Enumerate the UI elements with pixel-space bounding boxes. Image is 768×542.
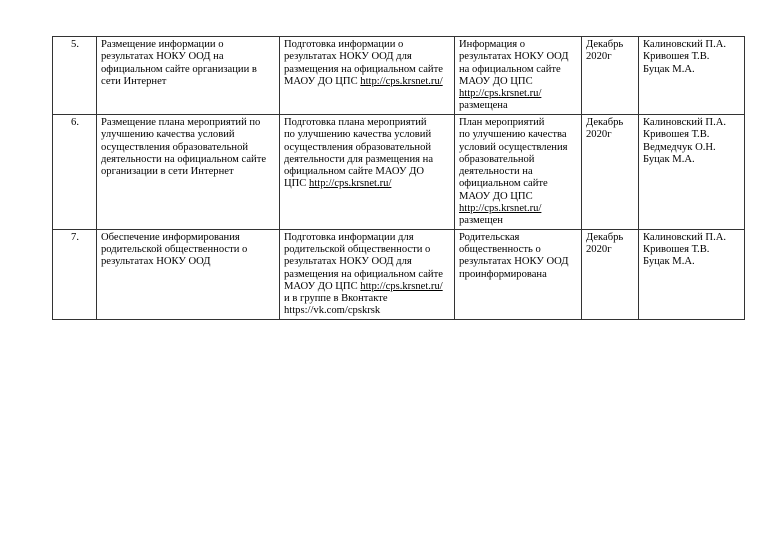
action-text: результатах НОКУ ООД для	[284, 51, 412, 63]
result-text: на официальном сайте	[459, 63, 561, 75]
term-text: 2020г	[586, 129, 612, 141]
row-number: 6.	[53, 115, 97, 230]
event-text: родительской общественности о	[101, 243, 248, 255]
action-text: размещения на официальном сайте	[284, 63, 443, 75]
action-text: Подготовка информации для	[284, 231, 414, 243]
responsible-name: Кривошея Т.В.	[643, 243, 710, 255]
action-link-prefix: ЦПС	[284, 178, 310, 190]
result-cell	[455, 37, 582, 115]
action-text: и в группе в Вконтакте	[284, 293, 388, 305]
action-text	[284, 281, 451, 293]
action-link-prefix: МАОУ ДО ЦПС	[284, 280, 361, 292]
result-text: Информация о	[459, 39, 526, 50]
result-text: размещена	[459, 100, 508, 112]
action-cell	[280, 229, 455, 319]
action-text: размещения на официальном сайте	[284, 268, 443, 280]
action-cell	[280, 37, 455, 115]
vk-link[interactable]: https://vk.com/cpskrsk	[284, 305, 381, 317]
result-text: общественность о	[459, 243, 541, 255]
table-row	[53, 37, 745, 115]
event-text: официальном сайте организации в	[101, 63, 257, 75]
event-text: Обеспечение информирования	[101, 231, 240, 243]
result-text: Родительская	[459, 231, 520, 243]
result-text: образовательной	[459, 153, 535, 165]
event-text: Размещение плана мероприятий по	[101, 117, 261, 128]
term-cell	[582, 229, 639, 319]
result-text: по улучшению качества	[459, 129, 567, 141]
action-text: родительской общественности о	[284, 243, 431, 255]
term-text: Декабрь	[586, 117, 624, 128]
responsible-cell	[639, 229, 745, 319]
action-cell	[280, 115, 455, 230]
term-text: 2020г	[586, 51, 612, 63]
event-text: организации в сети Интернет	[101, 166, 234, 178]
action-text: по улучшению качества условий	[284, 129, 432, 141]
term-text: Декабрь	[586, 231, 624, 243]
row-number: 5.	[53, 37, 97, 115]
result-text: условий осуществления	[459, 141, 568, 153]
event-text: сети Интернет	[101, 75, 167, 87]
responsible-name: Калиновский П.А.	[643, 231, 727, 243]
event-text: результатах НОКУ ООД	[101, 256, 211, 268]
event-cell	[97, 37, 280, 115]
result-text: проинформирована	[459, 268, 547, 280]
event-text: осуществления образовательной	[101, 141, 249, 153]
event-cell	[97, 115, 280, 230]
action-text: официальном сайте МАОУ ДО	[284, 166, 425, 178]
result-text: МАОУ ДО ЦПС	[459, 190, 533, 202]
event-text: Размещение информации о	[101, 39, 224, 50]
action-text: Подготовка плана мероприятий	[284, 117, 427, 128]
responsible-name: Калиновский П.А.	[643, 117, 727, 128]
website-link[interactable]: http://cps.krsnet.ru/	[360, 75, 443, 87]
responsible-name: Буцак М.А.	[643, 256, 695, 268]
responsible-name: Кривошея Т.В.	[643, 51, 710, 63]
term-text: 2020г	[586, 243, 612, 255]
website-link[interactable]: http://cps.krsnet.ru/	[459, 88, 542, 100]
term-cell	[582, 37, 639, 115]
row-number: 7.	[53, 229, 97, 319]
website-link[interactable]: http://cps.krsnet.ru/	[360, 280, 443, 292]
responsible-name: Кривошея Т.В.	[643, 129, 710, 141]
responsible-cell	[639, 115, 745, 230]
result-text: официальном сайте	[459, 178, 548, 190]
website-link[interactable]: http://cps.krsnet.ru/	[309, 178, 392, 190]
term-text: Декабрь	[586, 39, 624, 50]
action-text: результатах НОКУ ООД для	[284, 256, 412, 268]
activity-plan-table	[52, 36, 745, 320]
event-text: деятельности на официальном сайте	[101, 153, 267, 165]
responsible-name: Калиновский П.А.	[643, 39, 727, 50]
table-row	[53, 115, 745, 230]
responsible-name: Буцак М.А.	[643, 63, 695, 75]
action-text: осуществления образовательной	[284, 141, 432, 153]
event-text: улучшению качества условий	[101, 129, 235, 141]
result-text: деятельности на	[459, 166, 533, 178]
result-cell	[455, 115, 582, 230]
result-text: результатах НОКУ ООД	[459, 256, 569, 268]
action-link-prefix: МАОУ ДО ЦПС	[284, 75, 361, 87]
table-body	[53, 37, 745, 320]
responsible-name: Буцак М.А.	[643, 153, 695, 165]
action-text: деятельности для размещения на	[284, 153, 434, 165]
result-cell	[455, 229, 582, 319]
responsible-name: Ведмедчук О.Н.	[643, 141, 716, 153]
result-text: размещен	[459, 215, 503, 227]
table-row	[53, 229, 745, 319]
result-text: результатах НОКУ ООД	[459, 51, 569, 63]
responsible-cell	[639, 37, 745, 115]
action-text: Подготовка информации о	[284, 39, 404, 50]
event-cell	[97, 229, 280, 319]
result-text: План мероприятий	[459, 117, 545, 128]
website-link[interactable]: http://cps.krsnet.ru/	[459, 203, 542, 215]
action-text	[284, 76, 451, 88]
event-text: результатах НОКУ ООД на	[101, 51, 224, 63]
result-text: МАОУ ДО ЦПС	[459, 75, 533, 87]
action-text	[284, 178, 451, 190]
term-cell	[582, 115, 639, 230]
